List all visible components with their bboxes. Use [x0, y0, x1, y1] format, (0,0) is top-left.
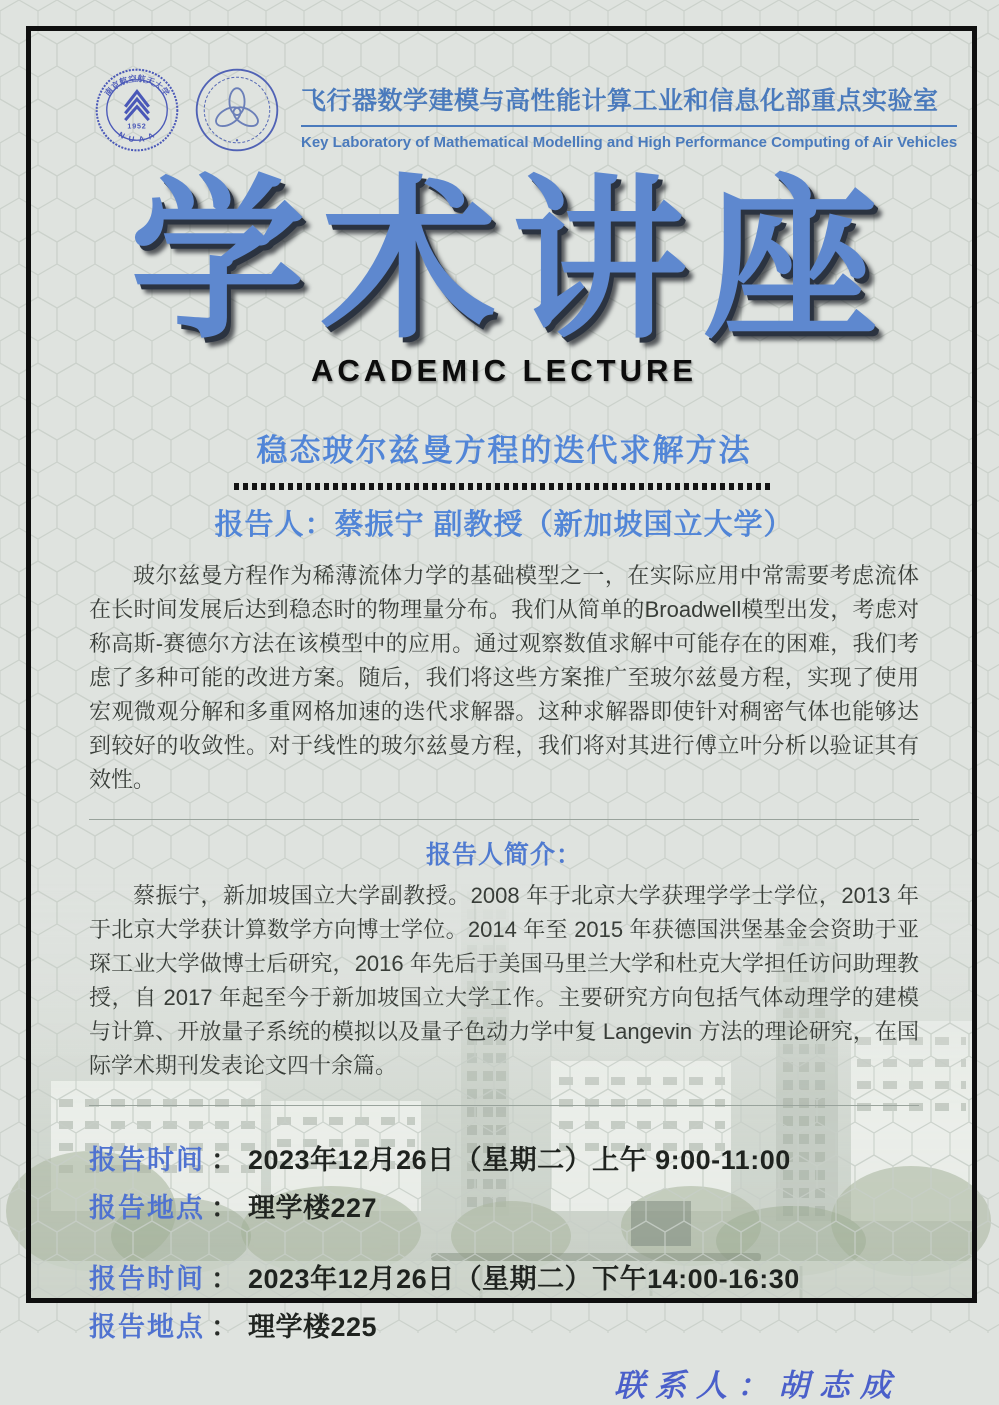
place-label: 报告地点	[89, 1312, 205, 1342]
nuaa-abbr: N U A A	[116, 130, 158, 145]
lab-name-underline	[301, 125, 957, 127]
hero-title-zh: 学术讲座	[130, 164, 894, 359]
lecture-title: 稳态玻尔兹曼方程的迭代求解方法	[256, 433, 752, 468]
lab-name-block	[301, 68, 957, 151]
time-value: 2023年12月26日（星期二）上午 9:00-11:00	[248, 1145, 791, 1175]
place-label: 报告地点	[89, 1193, 205, 1223]
trefoil-emblem	[213, 88, 261, 130]
session-2-time-row	[89, 1257, 977, 1296]
session-2	[89, 1257, 977, 1344]
bio-paragraph: 蔡振宁，新加坡国立大学副教授。2008 年于北京大学获理学学士学位，2013 年于北京大学获计算数学方向博士学位。2014 年至 2015 年获德国洪堡基金会资助于亚琛工业大学做博士后研究，2016 年先后于美国马里兰大学和杜克大学担任访问助理教授，自 2017 年起至今于新加坡国立大学工作。主要研究方向包括气体动理学的建模与计算、开放量子系统的模拟以及量子色动力学中复 Langevin 方法的理论研究，在国际学术期刊发表论文四十余篇。	[89, 883, 919, 1078]
colon: ：	[211, 1145, 238, 1175]
abstract-paragraph: 玻尔兹曼方程作为稀薄流体力学的基础模型之一，在实际应用中常需要考虑流体在长时间发展后达到稳态时的物理量分布。我们从简单的Broadwell模型出发，考虑对称高斯-赛德尔方法在该模型中的应用。通过观察数值求解中可能存在的困难，我们考虑了多种可能的改进方案。随后，我们将这些方案推广至玻尔兹曼方程，实现了使用宏观微观分解和多重网格加速的迭代求解器。这种求解器即使针对稠密气体也能够达到较好的收敛性。对于线性的玻尔兹曼方程，我们将对其进行傅立叶分析以验证其有效性。	[89, 563, 919, 792]
section-divider-1	[89, 819, 919, 820]
schedule	[89, 1138, 977, 1344]
dotted-divider	[234, 483, 774, 490]
session-1-time-row	[89, 1138, 977, 1177]
session-2-place-row	[89, 1305, 977, 1344]
speaker-line: 报告人：蔡振宁 副教授（新加坡国立大学）	[214, 509, 794, 541]
time-label: 报告时间	[89, 1145, 205, 1175]
lab-name-en: Key Laboratory of Mathematical Modelling and High Performance Computing of Air Vehicles	[301, 134, 958, 151]
place-value: 理学楼225	[248, 1312, 378, 1342]
nuaa-logo	[95, 68, 179, 152]
session-1-place-row	[89, 1186, 977, 1225]
colon: ：	[211, 1193, 238, 1223]
lab-name-zh: 飞行器数学建模与高性能计算工业和信息化部重点实验室	[301, 87, 939, 115]
contact-handwriting: 联系人：胡志成	[614, 1368, 901, 1403]
section-divider-2	[89, 1105, 919, 1106]
bio-heading: 报告人简介：	[425, 841, 582, 869]
place-value: 理学楼227	[248, 1193, 378, 1223]
hero-title-en: ACADEMIC LECTURE	[310, 353, 698, 388]
poster-content	[31, 31, 977, 1405]
session-1	[89, 1138, 977, 1225]
nuaa-ring-text: 南京航空航天大学	[102, 73, 172, 98]
time-label: 报告时间	[89, 1264, 205, 1294]
header	[31, 31, 977, 152]
svg-text:N U A A	[117, 130, 157, 144]
time-value: 2023年12月26日（星期二）下午14:00-16:30	[248, 1264, 800, 1294]
colon: ：	[211, 1312, 238, 1342]
colon: ：	[211, 1264, 238, 1294]
nuaa-chevron-emblem	[125, 92, 149, 121]
lab-seal-logo	[195, 68, 279, 152]
nuaa-year: 1952	[127, 122, 147, 131]
